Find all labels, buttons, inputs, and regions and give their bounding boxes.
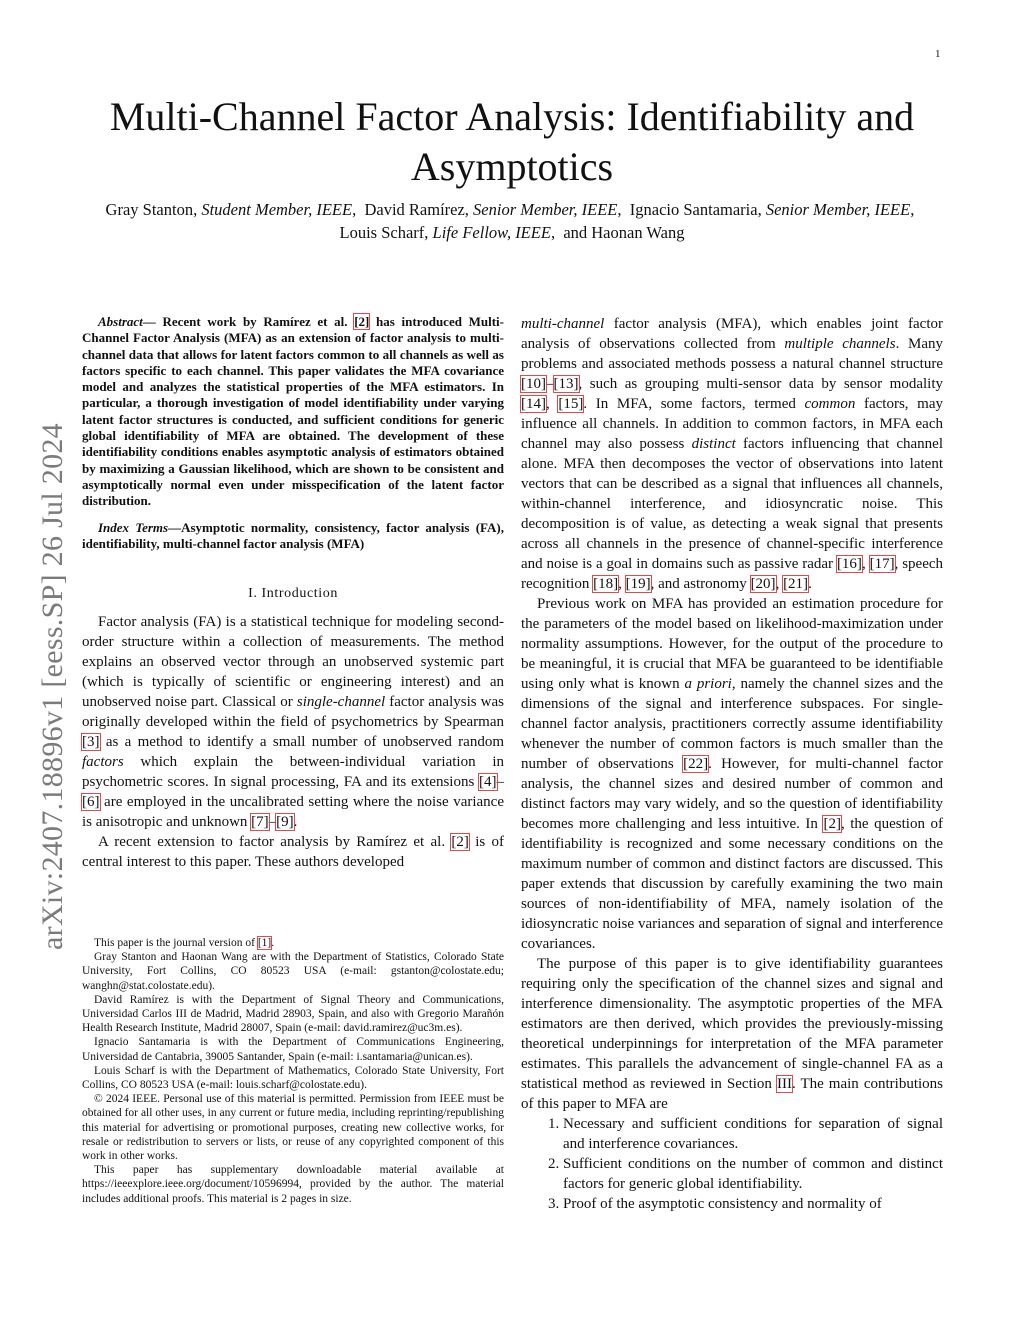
paper-title: Multi-Channel Factor Analysis: Identifiability and Asymptotics — [109, 94, 915, 189]
citation-link[interactable]: [4] — [479, 774, 497, 791]
list-item: 3. Proof of the asymptotic consistency and normality of — [563, 1194, 943, 1214]
citation-link[interactable]: [21] — [783, 576, 809, 592]
list-item: 1. Necessary and sufficient conditions for separation of signal and interference covariances. — [563, 1114, 943, 1154]
abstract-label: Abstract — [98, 314, 143, 329]
citation-link[interactable]: [10] — [521, 376, 546, 392]
list-item: 2. Sufficient conditions on the number of common and distinct factors for generic global identifiability. — [563, 1154, 943, 1194]
author-name: Gray Stanton — [105, 200, 194, 219]
footnote: Ignacio Santamaria is with the Department of Communications Engineering, Universidad de Cantabria, 39005 Santander, Spain (e-mail: i.santamaria@unican.es). — [82, 1036, 504, 1063]
citation-link[interactable]: [9] — [276, 814, 294, 831]
footnotes — [82, 936, 504, 1206]
right-column — [521, 314, 943, 1214]
abstract: Abstract— Recent work by Ramírez et al. [2] has introduced Multi-Channel Factor Analysis (MFA) as an extension of factor analysis to multi-channel data that allows for latent factors common to all channels as well as factors specific to each channel. This paper validates the MFA covariance model and analyzes the statistical properties of the MFA estimators. In particular, a thorough investigation of model identifiability under varying latent factor structures is conducted, and sufficient conditions for generic global identifiability of MFA are obtained. The development of these identifiability conditions enables asymptotic analysis of estimators obtained by maximizing a Gaussian likelihood, which are shown to be consistent and asymptotically normal even under misspecification of the latent factor distribution. — [82, 314, 504, 509]
citation-link[interactable]: [22] — [683, 756, 709, 772]
footnote: This paper is the journal version of [1]. — [94, 937, 275, 949]
footnote: Louis Scharf is with the Department of Mathematics, Colorado State University, Fort Collins, CO 80523 USA (e-mail: louis.scharf@colostate.edu). — [82, 1064, 504, 1092]
footnote: This paper has supplementary downloadable material available at https://ieeexplore.ieee.org/document/10596994, provided by the author. The material includes additional proofs. This material is 2 pages in size. — [82, 1164, 504, 1205]
author-role: Life Fellow, IEEE — [432, 223, 551, 242]
author-name: and Haonan Wang — [563, 223, 685, 242]
paragraph: Previous work on MFA has provided an estimation procedure for the parameters of the model based on likelihood-maximization under normality assumptions. However, for the output of the procedure to be meaningful, it is crucial that MFA be guaranteed to be identifiable using only what is known a priori, namely the channel sizes and the dimensions of the signal and interference subspaces. For single-channel factor analysis, practitioners correctly assume identifiability whenever the number of common factors is much smaller than the number of observations [22]. However, for multi-channel factor analysis, the channel sizes and desired number of common and distinct factors may vary widely, and so the question of identifiability becomes more challenging and less intuitive. In [2], the question of identifiability is recognized and some necessary conditions on the maximum number of common and distinct factors are discussed. This paper extends that discussion by carefully examining the two main sources of non-identifiability of MFA, namely isolation of the idiosyncratic noise variances and separation of signal and interference covariances. — [521, 596, 943, 952]
author-role: Senior Member, IEEE — [765, 200, 911, 219]
paragraph: A recent extension to factor analysis by Ramírez et al. [2] is of central interest to this paper. These authors developed — [82, 834, 505, 871]
author-list: Gray Stanton, Student Member, IEEE, David Ramírez, Senior Member, IEEE, Ignacio Santamaria, Senior Member, IEEE, Louis Scharf, Life Fellow, IEEE, and Haonan Wang — [105, 200, 919, 242]
author-name: Ignacio Santamaria — [629, 200, 758, 219]
citation-link[interactable]: [2] — [823, 816, 841, 832]
index-terms-label: Index Terms — [98, 519, 169, 535]
citation-link[interactable]: [1] — [257, 937, 272, 949]
citation-link[interactable]: [2] — [451, 834, 469, 851]
citation-link[interactable]: [17] — [869, 556, 895, 572]
paragraph: multi-channel factor analysis (MFA), which enables joint factor analysis of observations collected from multiple channels. Many problems and associated methods possess a natural channel structure [10]–[13], such as grouping multi-sensor data by sensor modality [14], [15]. In MFA, some factors, termed common factors, may influence all channels. In addition to common factors, in MFA each channel may also possess distinct factors influencing that channel alone. MFA then decomposes the vector of observations into latent vectors that can be described as a signal that influences all channels, within-channel interference, and idiosyncratic noise. This decomposition is of value, as detecting a weak signal that presents across all channels in the presence of channel-specific interference and noise is a goal in domains such as passive radar [16], [17], speech recognition [18], [19], and astronomy [20], [21]. — [521, 316, 944, 592]
footnote: © 2024 IEEE. Personal use of this material is permitted. Permission from IEEE must be obtained for all other uses, in any current or future media, including reprinting/republishing this material for advertising or promotional purposes, creating new collective works, for resale or redistribution to servers or lists, or reuse of any copyrighted component of this work in other works. — [82, 1093, 504, 1163]
citation-link[interactable]: [6] — [82, 794, 100, 811]
paragraph: Factor analysis (FA) is a statistical technique for modeling second-order structure within a collection of measurements. The method explains an observed vector through an unobserved systemic part (which is typically of scientific or engineering interest) and an unobserved noise part. Classical or single-channel factor analysis was originally developed within the field of psychometrics by Spearman [3] as a method to identify a small number of unobserved random factors which explain the between-individual variation in psychometric scores. In signal processing, FA and its extensions [4]–[6] are employed in the uncalibrated setting where the noise variance is anisotropic and unknown [7]–[9]. — [82, 614, 504, 831]
citation-link[interactable]: [14] — [521, 396, 546, 412]
citation-link[interactable]: [7] — [251, 814, 269, 831]
author-name: David Ramírez — [364, 200, 465, 219]
citation-link[interactable]: [3] — [82, 734, 100, 751]
arxiv-identifier: arXiv:2407.18896v1 [eess.SP] 26 Jul 2024 — [36, 423, 69, 950]
citation-link[interactable]: [16] — [836, 556, 862, 572]
author-name: Louis Scharf — [339, 223, 425, 242]
section-heading: I. Introduction — [248, 586, 338, 602]
paragraph: The purpose of this paper is to give identifiability guarantees requiring only the specification of the channel sizes and signal and interference dimensionality. The asymptotic properties of the MFA estimators are then derived, which provides the previously-missing theoretical underpinnings for interpretation of the MFA parameter estimates. This parallels the advancement of single-channel FA as a statistical method as reviewed in Section III. The main contributions of this paper to MFA are — [521, 956, 943, 1112]
author-role: Senior Member, IEEE — [473, 200, 618, 219]
footnote: David Ramírez is with the Department of Signal Theory and Communications, Universidad Carlos III de Madrid, Madrid 28903, Spain, and also with Gregorio Marañón Health Research Institute, Madrid 28007, Spain (e-mail: david.ramirez@uc3m.es). — [82, 993, 504, 1035]
left-column — [82, 314, 504, 872]
citation-link[interactable]: [18] — [593, 576, 619, 592]
citation-link[interactable]: [2] — [354, 314, 370, 329]
author-role: Student Member, IEEE — [201, 200, 353, 219]
section-link[interactable]: III — [776, 1076, 792, 1092]
citation-link[interactable]: [20] — [750, 576, 776, 592]
index-terms: Index Terms—Asymptotic normality, consistency, factor analysis (FA), identifiability, multi-channel factor analysis (MFA) — [82, 519, 504, 551]
citation-link[interactable]: [13] — [553, 376, 579, 392]
footnote: Gray Stanton and Haonan Wang are with the Department of Statistics, Colorado State University, Fort Collins, CO 80523 USA (e-mail: gstanton@colostate.edu; wanghn@stat.colostate.edu). — [82, 951, 504, 992]
citation-link[interactable]: [19] — [625, 576, 651, 592]
contribution-list — [521, 1114, 943, 1214]
citation-link[interactable]: [15] — [558, 396, 584, 412]
page-number: 1 — [935, 48, 941, 60]
